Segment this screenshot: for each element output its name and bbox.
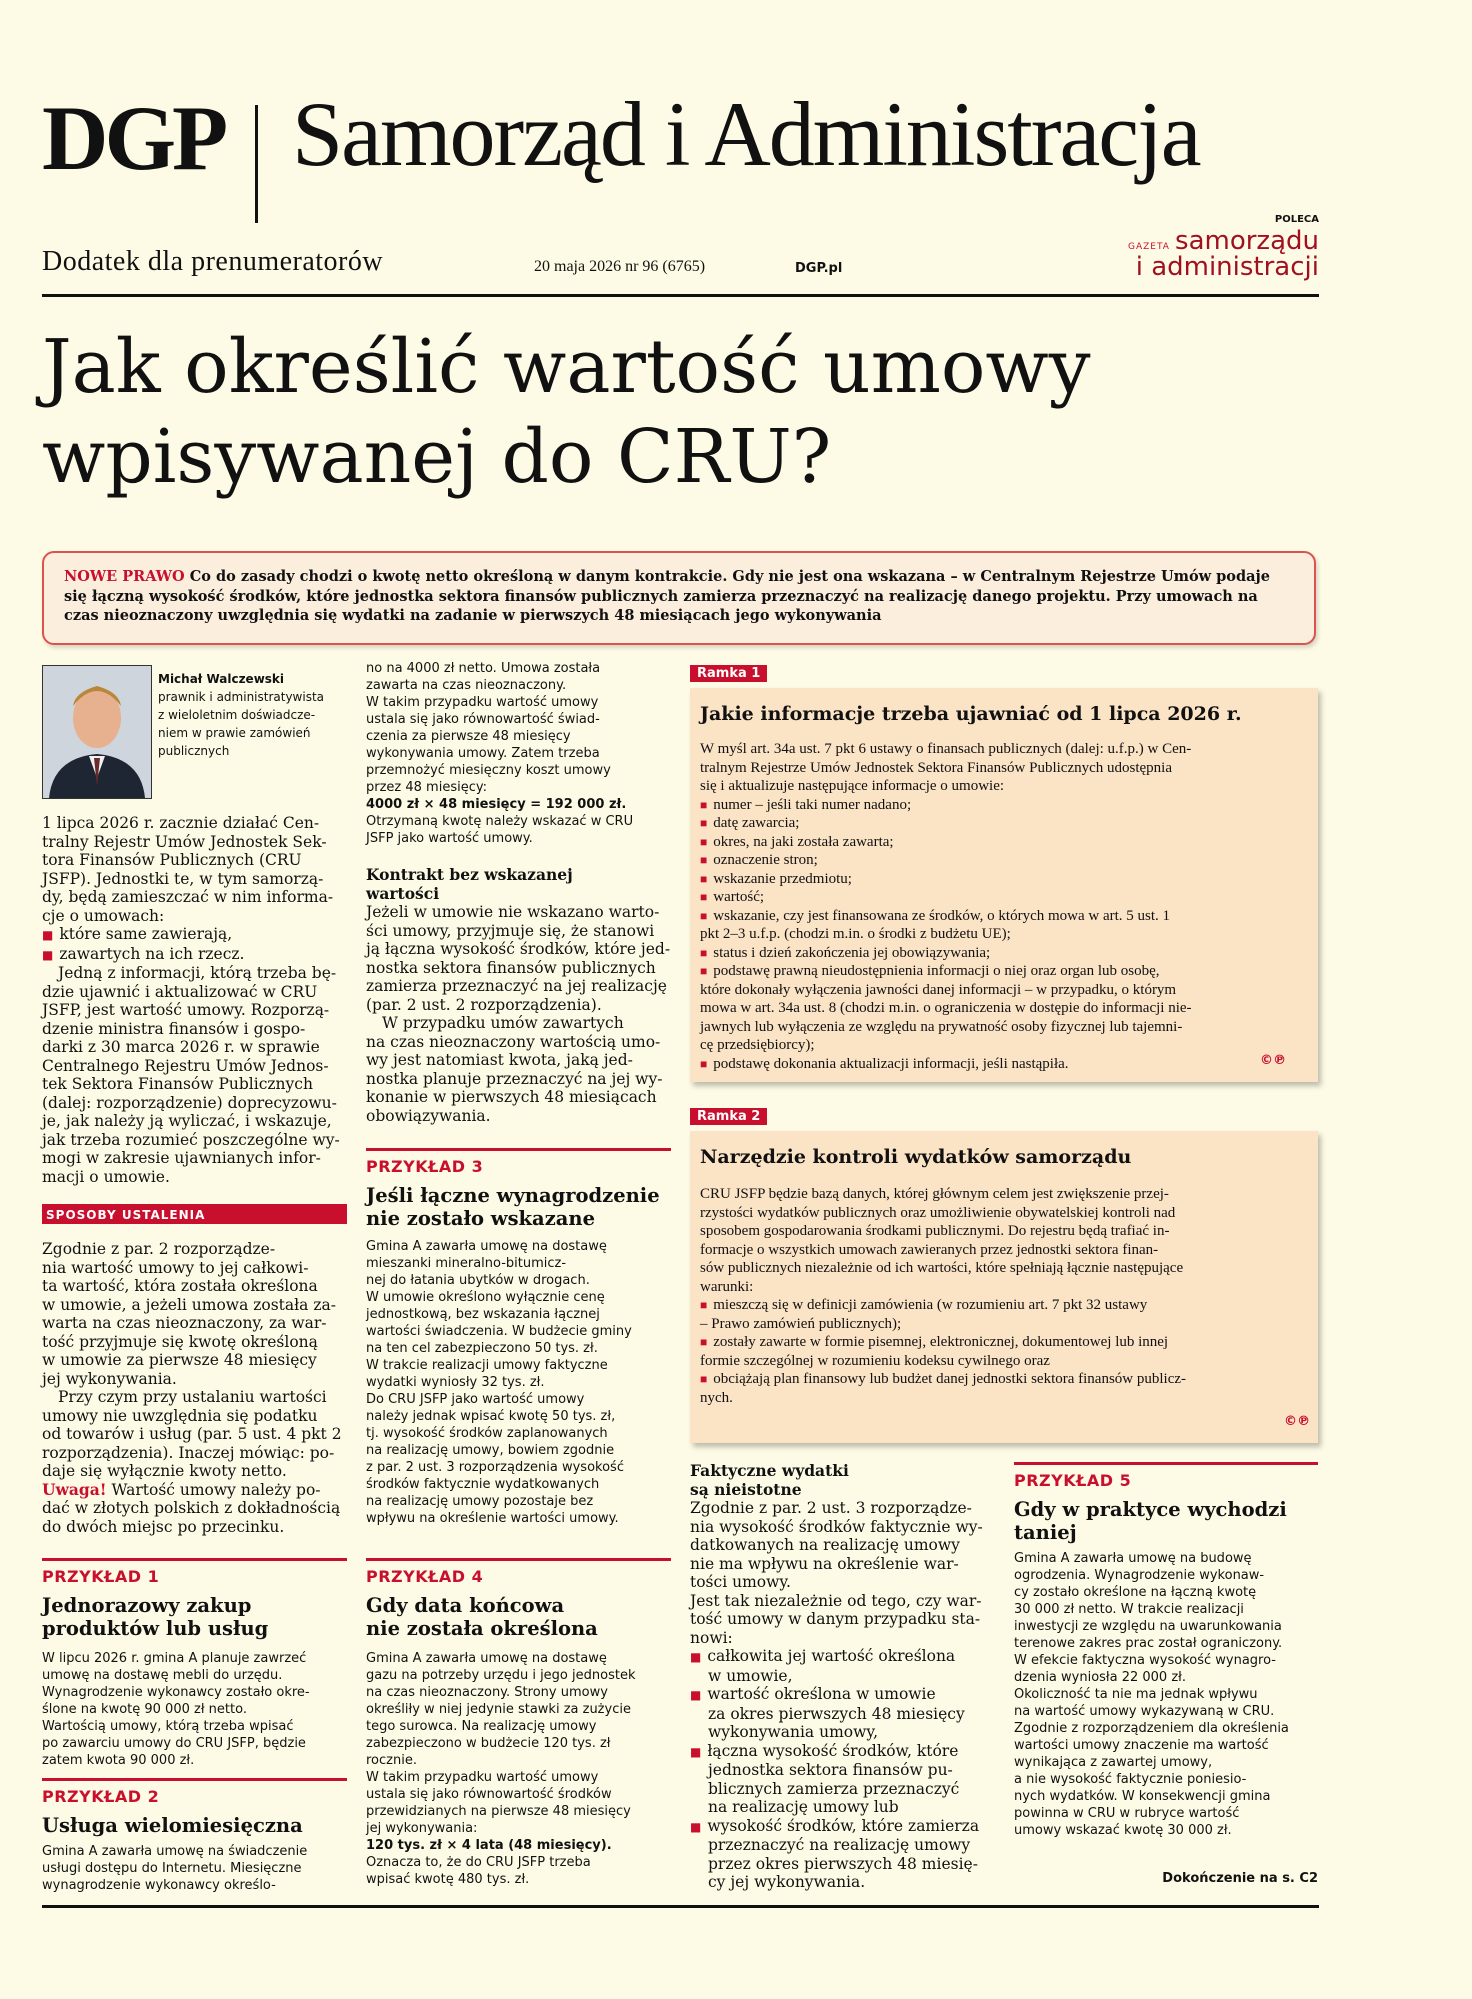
- list-item: ■ wskazanie, czy jest finansowana ze środków, o których mowa w art. 5 ust. 1: [700, 907, 1310, 926]
- example-title: Jednorazowy zakup: [42, 1594, 252, 1617]
- list-item: ■ okres, na jaki została zawarta;: [700, 833, 1310, 852]
- text-line: ta wartość, która została określona: [42, 1277, 318, 1295]
- list-item: ■ obciążają plan finansowy lub budżet danej jednostki sektora finansów publicz-: [700, 1370, 1310, 1389]
- text-line: je, jak należy ją wyliczać, i wskazuje,: [42, 1112, 332, 1130]
- text-line: tość przyjmuje się kwotę określoną: [42, 1332, 318, 1351]
- text-line: tek Sektora Finansów Publicznych: [42, 1075, 313, 1093]
- text-line: (dalej: rozporządzenie) doprecyzowu-: [42, 1093, 337, 1112]
- text-line: darki z 30 marca 2026 r. w sprawie: [42, 1038, 320, 1056]
- brand-logo: DGP: [42, 87, 225, 189]
- text-line: Przy czym przy ustalaniu wartości: [58, 1388, 327, 1406]
- text-line: Uwaga! Wartość umowy należy po-: [42, 1479, 321, 1499]
- column-3-text: Faktyczne wydatki są nieistotne Zgodnie z par. 2 ust. 3 rozporządze- nia wysokość środków faktycznie wy- datkowanych na realizację umowy nie ma wpływu na określenie war- tości umowy. Jest tak niezależnie od tego, czy war- tość umowy w danym przypadku sta- nowi: ■ całkowita jej wartość określona w umowie, ■ wartość określona w umowie za okres pierwszych 48 miesięcy wykonywania umowy, ■ łączna wysokość środków, które jednostka sektora finansów pu- blicznych zamierza przeznaczyć na realizację umowy lub ■ wysokość środków, które zamierza przeznaczyć na realizację umowy przez okres pierwszych 48 miesię- cy jej wykonywania.: [690, 1462, 1000, 1892]
- bottom-rule: [42, 1905, 1319, 1908]
- list-item: ■ podstawę dokonania aktualizacji informacji, jeśli nastąpiła.: [700, 1055, 1310, 1074]
- supplement-label: Dodatek dla prenumeratorów: [42, 246, 384, 277]
- example-1: [42, 1558, 347, 1769]
- lead-body: Co do zasady chodzi o kwotę netto określoną w danym kontrakcie. Gdy nie jest ona wskazana – w Centralnym Rejestrze Umów podaje się łączną wysokość środków, które jednostka sektora finansów publicznych zamierza przeznaczyć na realizację danego projektu. Przy umowach na czas nieoznaczony uwzględnia się wydatki na zadanie w pierwszych 48 miesiącach jego wykonywania: [64, 568, 1270, 624]
- list-item: ■ wartość określona w umowie: [690, 1685, 1000, 1705]
- example-body: Gmina A zawarła umowę na dostawę mieszanki mineralno-bitumicz- nej do łatania ubytków w drogach. W umowie określono wyłącznie cenę jednostkową, bez wskazania łącznej wartości świadczenia. W budżecie gminy na ten cel zabezpieczono 50 tys. zł. W trakcie realizacji umowy faktyczne wydatki wyniosły 32 tys. zł. Do CRU JSFP jako wartość umowy należy jednak wpisać kwotę 50 tys. zł, tj. wysokość środków zaplanowanych na realizację umowy, bowiem zgodnie z par. 2 ust. 3 rozporządzenia wysokość środków faktycznie wydatkowanych na realizację umowy pozostaje bez wpływu na określenie wartości umowy.: [366, 1239, 632, 1526]
- list-item: ■ datę zawarcia;: [700, 814, 1310, 833]
- recommend-label: POLECA: [1274, 214, 1319, 225]
- partner-logo: [1128, 228, 1319, 280]
- text-line: daje się wyłącznie kwoty netto.: [42, 1462, 287, 1480]
- masthead-subbar: [42, 214, 1319, 297]
- list-item: ■ podstawę prawną nieudostępnienia informacji o niej oraz organ lub osobę,: [700, 962, 1310, 981]
- subheading: są nieistotne: [690, 1479, 802, 1499]
- example-body: Gmina A zawarła umowę na dostawę gazu na potrzeby urzędu i jego jednostek na czas nieoznaczony. Strony umowy określiły w niej jedynie stawki za zużycie tego surowca. Na realizację umowy zabezpieczono w budżecie 120 tys. zł rocznie. W takim przypadku wartość umowy ustala się jako równowartość środków przewidzianych na pierwsze 48 miesięcy jej wykonywania: 120 tys. zł × 4 lata (48 miesięcy). Oznacza to, że do CRU JSFP trzeba wpisać kwotę 480 tys. zł.: [366, 1650, 671, 1888]
- example-label: PRZYKŁAD 3: [366, 1157, 484, 1176]
- lead-tag: NOWE PRAWO: [64, 568, 185, 585]
- subheading: Faktyczne wydatki: [690, 1461, 849, 1480]
- author-photo: [42, 665, 152, 799]
- example-title: nie zostało wskazane: [366, 1207, 595, 1230]
- text-line: 1 lipca 2026 r. zacznie działać Cen-: [42, 814, 320, 832]
- text-line: w umowie, a jeżeli umowa została za-: [42, 1295, 336, 1314]
- continued-note[interactable]: Dokończenie na s. C2: [1162, 1871, 1318, 1886]
- example-title: Usługa wielomiesięczna: [42, 1814, 303, 1837]
- example-3: [366, 1148, 671, 1527]
- text-line: cje o umowach:: [42, 906, 165, 925]
- text-line: macji o umowie.: [42, 1167, 170, 1186]
- example-body: W lipcu 2026 r. gmina A planuje zawrzeć umowę na dostawę mebli do urzędu. Wynagrodzenie wykonawcy zostało okre- ślone na kwotę 90 000 zł netto. Wartością umowy, którą trzeba wpisać po zawarciu umowy do CRU JSFP, będzie zatem kwota 90 000 zł.: [42, 1651, 310, 1768]
- example-title: Gdy data końcowa: [366, 1594, 565, 1617]
- text-line: tralny Rejestr Umów Jednostek Sek-: [42, 832, 327, 851]
- text-line: JSFP, jest wartość umowy. Rozporzą-: [42, 1001, 330, 1019]
- lead-text: [64, 567, 1294, 626]
- partner-line-1: samorządu: [1175, 226, 1319, 256]
- box-1: [690, 688, 1318, 1082]
- list-item: ■ numer – jeśli taki numer nadano;: [700, 796, 1310, 815]
- example-title: Gdy w praktyce wychodzi: [1014, 1498, 1287, 1521]
- bullet-item: ■ zawartych na ich rzecz.: [42, 945, 352, 965]
- text-line: mogi w zakresie ujawnianych infor-: [42, 1149, 321, 1167]
- section-tag: SPOSOBY USTALENIA: [46, 1208, 206, 1222]
- list-item: ■ zostały zawarte w formie pisemnej, elektronicznej, dokumentowej lub innej: [700, 1333, 1310, 1352]
- section-title: Samorząd i Administracja: [292, 83, 1200, 185]
- text-line: warta na czas nieoznaczony, za war-: [42, 1314, 327, 1332]
- text-line: rozporządzenia). Inaczej mówiąc: po-: [42, 1443, 335, 1462]
- warning-label: Uwaga!: [42, 1479, 107, 1499]
- box-title: Narzędzie kontroli wydatków samorządu: [700, 1146, 1132, 1168]
- list-item: ■ oznaczenie stron;: [700, 851, 1310, 870]
- text-line: Zgodnie z par. 2 rozporządze-: [42, 1240, 276, 1258]
- text-line: od towarów i usług (par. 5 ust. 4 pkt 2: [42, 1425, 342, 1443]
- example-body: Gmina A zawarła umowę na świadczenie usługi dostępu do Internetu. Miesięczne wynagrodzenie wykonawcy określo-: [42, 1844, 308, 1893]
- lead-box: [42, 551, 1316, 645]
- list-item: ■ wartość;: [700, 888, 1310, 907]
- section-tag-bar: [42, 1204, 347, 1224]
- box-body: W myśl art. 34a ust. 7 pkt 6 ustawy o finansach publicznych (dalej: u.f.p.) w Cen- tralnym Rejestrze Umów Jednostek Sektora Finansów Publicznych udostępnia się i aktualizuje następujące informacje o umowie: ■ numer – jeśli taki numer nadano; ■ datę zawarcia; ■ okres, na jaki została zawarta; ■ oznaczenie stron; ■ wskazanie przedmiotu; ■ wartość; ■ wskazanie, czy jest finansowana ze środków, o których mowa w art. 5 ust. 1 pkt 2–3 u.f.p. (chodzi m.in. o środki z budżetu UE); ■ status i dzień zakończenia jej obowiązywania; ■ podstawę prawną nieudostępnienia informacji o niej oraz organ lub osobę, które dokonały wyłączenia jawności danej informacji – w przypadku, o którym mowa w art. 34a ust. 8 (chodzi m.in. o ograniczenia w dostępie do informacji nie- jawnych lub wyłączenia ze względu na prywatność osoby fizycznej lub tajemni- cę przedsiębiorcy); ■ podstawę dokonania aktualizacji informacji, jeśli nastąpiła.: [700, 740, 1310, 1073]
- text-line: jej wykonywania.: [42, 1369, 177, 1388]
- example-title: Jeśli łączne wynagrodzenie: [366, 1184, 660, 1207]
- example-label: PRZYKŁAD 4: [366, 1567, 484, 1586]
- text-line: umowy nie uwzględnia się podatku: [42, 1406, 318, 1425]
- example-label: PRZYKŁAD 5: [1014, 1471, 1132, 1490]
- partner-line-2: i administracji: [1135, 252, 1319, 282]
- text-line: dzie ujawnić i aktualizować w CRU: [42, 982, 318, 1001]
- column-1-text-2: [42, 1240, 352, 1536]
- author-bio-line: publicznych: [158, 744, 230, 758]
- list-item: ■ mieszczą się w definicji zamówienia (w rozumieniu art. 7 pkt 32 ustawy: [700, 1296, 1310, 1315]
- example-5: [1014, 1462, 1318, 1839]
- example-label: PRZYKŁAD 2: [42, 1787, 160, 1806]
- column-2-text: Kontrakt bez wskazanej wartości Jeżeli w umowie nie wskazano warto- ści umowy, przyjmuje się, że stanowi ją łączna wysokość środków, które jed- nostka sektora finansów publicznych zamierza przeznaczyć na jej realizację (par. 2 ust. 2 rozporządzenia). W przypadku umów zawartych na czas nieoznaczony wartością umo- wy jest natomiast kwota, jaką jed- nostka planuje przeznaczyć na jej wy- konanie w pierwszych 48 miesiącach obowiązywania.: [366, 866, 676, 1125]
- author-name: Michał Walczewski: [158, 672, 285, 686]
- text-line: dać w złotych polskich z dokładnością: [42, 1499, 341, 1517]
- copyright-icon: ©℗: [1260, 1053, 1286, 1068]
- list-item: ■ wskazanie przedmiotu;: [700, 870, 1310, 889]
- column-1-text: [42, 814, 352, 1186]
- issue-info: 20 maja 2026 nr 96 (6765): [534, 258, 706, 275]
- subheading: Kontrakt bez wskazanej: [366, 865, 573, 884]
- example-body: Gmina A zawarła umowę na budowę ogrodzenia. Wynagrodzenie wykonaw- cy zostało określone na łączną kwotę 30 000 zł netto. W trakcie realizacji inwestycji ze względu na uwarunkowania terenowe zakres prac został ograniczony. W efekcie faktyczna wysokość wynagro- dzenia wyniosła 22 000 zł. Okoliczność ta nie ma jednak wpływu na wartość umowy wykazywaną w CRU. Zgodnie z rozporządzeniem dla określenia wartości umowy znaczenie ma wartość wynikająca z zawartej umowy, a nie wysokość faktycznie poniesio- nych wydatków. W konsekwencji gmina powinna w CRU w rubryce wartość umowy wskazać kwotę 30 000 zł.: [1014, 1551, 1289, 1838]
- list-item: ■ łączna wysokość środków, które: [690, 1742, 1000, 1762]
- box-1-tag: Ramka 1: [690, 665, 767, 682]
- site-link[interactable]: DGP.pl: [795, 261, 843, 276]
- column-2-top: no na 4000 zł netto. Umowa została zawarta na czas nieoznaczony. W takim przypadku wartość umowy ustala się jako równowartość świad- czenia za pierwsze 48 miesięcy wykonywania umowy. Zatem trzeba przemnożyć miesięczny koszt umowy przez 48 miesięcy: 4000 zł × 48 miesięcy = 192 000 zł. Otrzymaną kwotę należy wskazać w CRU JSFP jako wartość umowy.: [366, 660, 671, 847]
- box-2-tag: Ramka 2: [690, 1108, 767, 1125]
- list-item: ■ status i dzień zakończenia jej obowiązywania;: [700, 944, 1310, 963]
- text-line: Centralnego Rejestru Umów Jednos-: [42, 1056, 329, 1075]
- text-line: Jedną z informacji, którą trzeba bę-: [58, 964, 337, 982]
- example-2: [42, 1778, 347, 1894]
- text-line: nia wartość umowy to jej całkowi-: [42, 1258, 309, 1277]
- subheading: wartości: [366, 883, 440, 903]
- list-item: ■ całkowita jej wartość określona: [690, 1647, 1000, 1667]
- box-body: CRU JSFP będzie bazą danych, której głównym celem jest zwiększenie przej- rzystości wydatków publicznych oraz umożliwienie obywatelskiej kontroli nad sposobem gospodarowania środkami publicznymi. Do rejestru będą trafiać in- formacje o wszystkich umowach zawieranych przez jednostki sektora finan- sów publicznych niezależnie od ich wartości, które spełniają łącznie następujące warunki: ■ mieszczą się w definicji zamówienia (w rozumieniu art. 7 pkt 32 ustawy – Prawo zamówień publicznych); ■ zostały zawarte w formie pisemnej, elektronicznej, dokumentowej lub innej formie szczególnej w rozumieniu kodeksu cywilnego oraz ■ obciążają plan finansowy lub budżet danej jednostki sektora finansów publicz- nych.: [700, 1185, 1310, 1407]
- text-line: w umowie za pierwsze 48 miesięcy: [42, 1351, 317, 1369]
- text-line: dy, będą zamieszczać w nim informa-: [42, 888, 334, 906]
- text-line: JSFP). Jednostki te, w tym samorzą-: [42, 869, 324, 888]
- example-title: taniej: [1014, 1521, 1077, 1544]
- text-line: dzenie ministra finansów i gospo-: [42, 1019, 306, 1038]
- bullet-item: ■ które same zawierają,: [42, 925, 352, 945]
- copyright-icon: ©℗: [1284, 1414, 1310, 1429]
- text-line: do dwóch miejsc po przecinku.: [42, 1517, 285, 1536]
- author-info: [158, 670, 348, 760]
- formula: 120 tys. zł × 4 lata (48 miesięcy).: [366, 1838, 612, 1853]
- text-line: jak trzeba rozumieć poszczególne wy-: [42, 1130, 340, 1149]
- author-bio-line: z wieloletnim doświadcze-: [158, 708, 316, 722]
- headline: Jak określić wartość umowy wpisywanej do CRU?: [42, 324, 1091, 500]
- author-bio-line: niem w prawie zamówień: [158, 726, 311, 740]
- author-bio-line: prawnik i administratywista: [158, 690, 325, 704]
- list-item: ■ wysokość środków, które zamierza: [690, 1817, 1000, 1837]
- formula: 4000 zł × 48 miesięcy = 192 000 zł.: [366, 797, 627, 812]
- box-2: [690, 1131, 1318, 1443]
- example-label: PRZYKŁAD 1: [42, 1567, 160, 1586]
- text-line: tora Finansów Publicznych (CRU: [42, 851, 302, 869]
- example-title: produktów lub usług: [42, 1617, 269, 1640]
- box-title: Jakie informacje trzeba ujawniać od 1 lipca 2026 r.: [700, 703, 1242, 725]
- author-portrait-image: [43, 666, 151, 798]
- partner-small: GAZETA: [1127, 242, 1170, 252]
- example-title: nie została określona: [366, 1617, 598, 1640]
- masthead-divider: [255, 105, 258, 223]
- example-4: [366, 1558, 671, 1888]
